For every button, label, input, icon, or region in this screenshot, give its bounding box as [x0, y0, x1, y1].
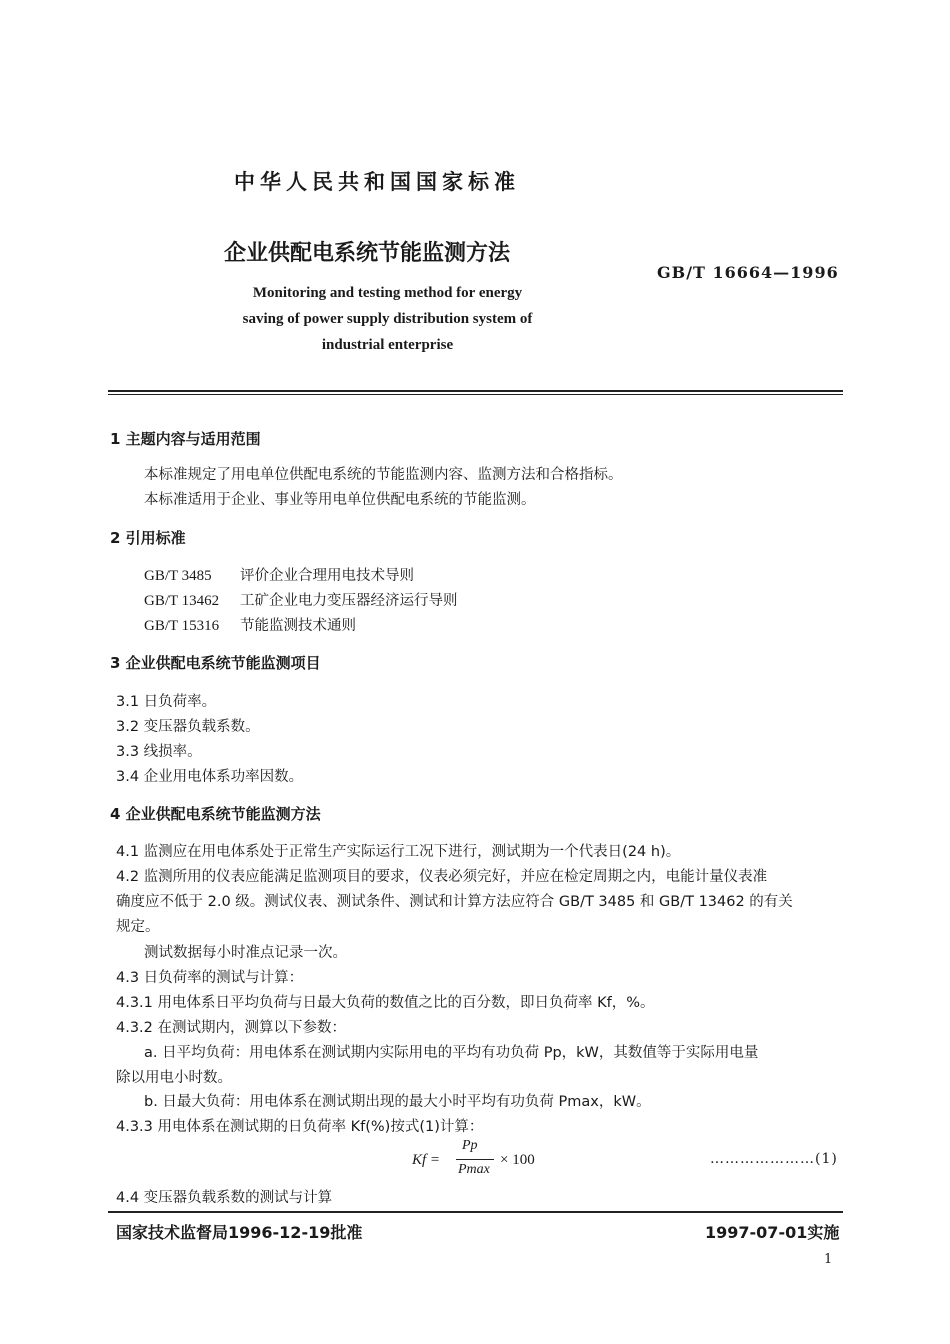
formula-numerator: Pp	[462, 1138, 478, 1153]
clause-4-3: 4.3 日负荷率的测试与计算：	[116, 970, 304, 986]
footer-rule	[108, 1211, 843, 1213]
clause-4-4: 4.4 变压器负载系数的测试与计算	[116, 1190, 333, 1206]
clause-4-3-2-a-line-2: 除以用电小时数。	[116, 1070, 232, 1086]
clause-4-3-1: 4.3.1 用电体系日平均负荷与日最大负荷的数值之比的百分数，即日负荷率 Kf，%。	[116, 995, 655, 1011]
clause-4-3-2: 4.3.2 在测试期内，测算以下参数：	[116, 1020, 347, 1036]
section-3-item: 3.2 变压器负载系数。	[116, 719, 260, 735]
formula-multiplier: × 100	[500, 1152, 535, 1168]
section-2-heading: 2 引用标准	[110, 529, 186, 547]
header-rule-bottom	[108, 394, 843, 395]
clause-4-2-note: 测试数据每小时准点记录一次。	[144, 945, 347, 961]
english-title-line-1: Monitoring and testing method for energy	[252, 285, 523, 301]
section-3-item: 3.4 企业用电体系功率因数。	[116, 769, 304, 785]
clause-4-3-3: 4.3.3 用电体系在测试期的日负荷率 Kf(%)按式(1)计算：	[116, 1119, 484, 1135]
clause-4-1: 4.1 监测应在用电体系处于正常生产实际运行工况下进行，测试期为一个代表日(24 h)。	[116, 844, 681, 860]
section-3-item: 3.1 日负荷率。	[116, 694, 217, 710]
clause-4-2-line-3: 规定。	[116, 919, 160, 935]
national-standard-heading: 中华人民共和国国家标准	[234, 170, 520, 194]
reference-item	[144, 564, 414, 585]
section-1-paragraph-1: 本标准规定了用电单位供配电系统的节能监测内容、监测方法和合格指标。	[144, 467, 623, 483]
fraction-bar	[456, 1159, 494, 1160]
clause-4-3-2-a-line-1: a. 日平均负荷：用电体系在测试期内实际用电的平均有功负荷 Pp，kW，其数值等于实际用电量	[144, 1045, 759, 1061]
document-title: 企业供配电系统节能监测方法	[224, 241, 511, 266]
standard-code: GB/T 16664—1996	[657, 263, 839, 282]
section-1-heading: 1 主题内容与适用范围	[110, 430, 261, 448]
english-title-line-2: saving of power supply distribution system of	[242, 311, 533, 327]
section-4-heading: 4 企业供配电系统节能监测方法	[110, 805, 321, 823]
reference-code: GB/T 3485	[144, 568, 212, 584]
formula-lhs: Kf =	[412, 1152, 441, 1168]
reference-item	[144, 614, 356, 635]
reference-name: 工矿企业电力变压器经济运行导则	[240, 593, 458, 609]
header-rule-top	[108, 390, 843, 392]
reference-code: GB/T 15316	[144, 618, 220, 634]
reference-name: 节能监测技术通则	[240, 618, 356, 634]
reference-item	[144, 589, 458, 610]
page-number: 1	[824, 1252, 833, 1267]
reference-code: GB/T 13462	[144, 593, 220, 609]
clause-4-3-2-b: b. 日最大负荷：用电体系在测试期出现的最大小时平均有功负荷 Pmax，kW。	[144, 1094, 651, 1110]
effective-date: 1997-07-01实施	[705, 1223, 840, 1242]
clause-4-2-line-2: 确度应不低于 2.0 级。测试仪表、测试条件、测试和计算方法应符合 GB/T 3485 和 GB/T 13462 的有关	[116, 894, 793, 910]
section-1-paragraph-2: 本标准适用于企业、事业等用电单位供配电系统的节能监测。	[144, 492, 536, 508]
formula-1	[412, 1140, 552, 1180]
formula-denominator: Pmax	[458, 1162, 490, 1177]
section-3-item: 3.3 线损率。	[116, 744, 202, 760]
clause-4-2-line-1: 4.2 监测所用的仪表应能满足监测项目的要求，仪表必须完好，并应在检定周期之内，电能计量仪表准	[116, 869, 768, 885]
section-3-heading: 3 企业供配电系统节能监测项目	[110, 654, 321, 672]
reference-name: 评价企业合理用电技术导则	[240, 568, 414, 584]
english-title-line-3: industrial enterprise	[321, 337, 454, 353]
equation-number: …………………(1)	[710, 1151, 838, 1167]
approval-date: 国家技术监督局1996-12-19批准	[116, 1223, 363, 1242]
